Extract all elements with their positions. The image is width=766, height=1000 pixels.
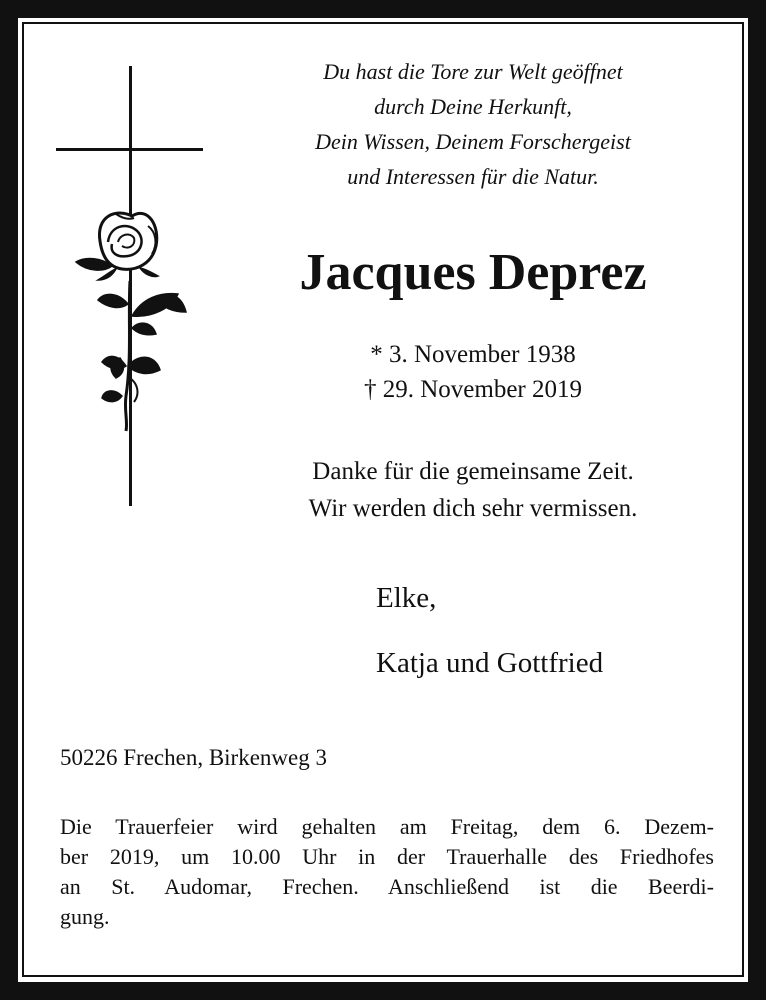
funeral-notice-line: ber 2019, um 10.00 Uhr in der Trauerhalle des Friedhofes	[60, 844, 714, 869]
thanks-line: Wir werden dich sehr vermissen.	[308, 495, 638, 522]
signer-line: Katja und Gottfried	[376, 647, 604, 679]
funeral-notice-line: gung.	[60, 904, 110, 929]
memorial-poem	[230, 54, 716, 194]
poem-line: und Interessen für die Natur.	[347, 164, 599, 189]
poem-line: Du hast die Tore zur Welt geöffnet	[323, 59, 623, 84]
family-address: 50226 Frechen, Birkenweg 3	[60, 745, 327, 770]
funeral-notice	[60, 812, 714, 932]
life-dates	[230, 337, 716, 407]
funeral-notice-line: an St. Audomar, Frechen. Anschließend ist die Beerdi-	[60, 874, 714, 899]
death-date: † 29. November 2019	[363, 376, 583, 403]
funeral-notice-line: Die Trauerfeier wird gehalten am Freitag, dem 6. Dezem-	[60, 814, 714, 839]
signer-line: Elke,	[376, 582, 437, 614]
cross-and-rose-emblem	[56, 66, 206, 508]
poem-line: Dein Wissen, Deinem Forschergeist	[315, 129, 631, 154]
deceased-name: Jacques Deprez	[299, 244, 647, 301]
birth-date: * 3. November 1938	[370, 341, 576, 368]
thanks-line: Danke für die gemeinsame Zeit.	[312, 458, 634, 485]
poem-line: durch Deine Herkunft,	[374, 94, 572, 119]
thanks-message	[230, 453, 716, 527]
